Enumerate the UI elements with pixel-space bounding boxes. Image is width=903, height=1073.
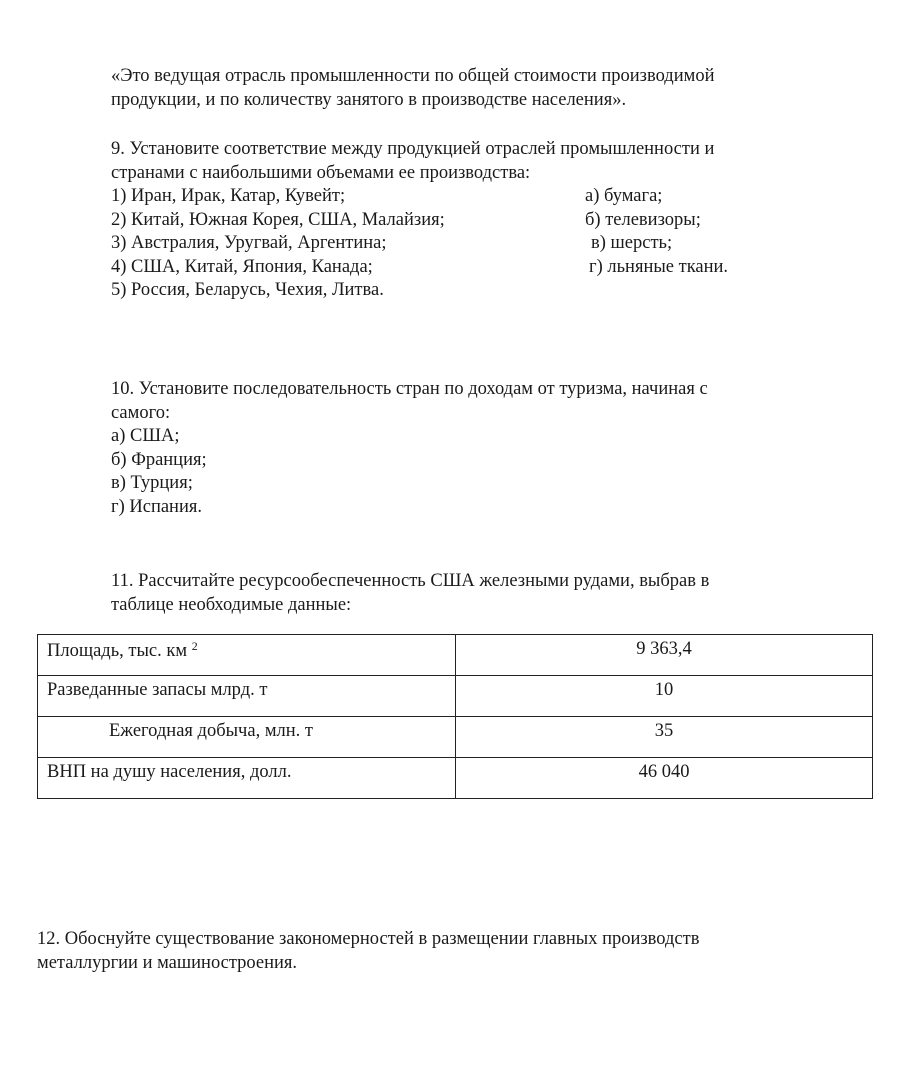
question-12 xyxy=(37,928,837,975)
match-left-item: 2) Китай, Южная Корея, США, Малайзия; xyxy=(111,209,445,230)
question-9-title: странами с наибольшими объемами ее производства: xyxy=(111,162,531,183)
match-left-item: 5) Россия, Беларусь, Чехия, Литва. xyxy=(111,280,384,300)
table-row xyxy=(38,676,873,717)
question-11-title: таблице необходимые данные: xyxy=(111,594,352,615)
table-row xyxy=(38,717,873,758)
question-11 xyxy=(111,570,831,617)
match-row xyxy=(111,209,831,233)
match-row xyxy=(111,185,831,209)
table-cell-value: 46 040 xyxy=(456,758,873,799)
table-row xyxy=(38,635,873,676)
intro-line: «Это ведущая отрасль промышленности по общей стоимости производимой xyxy=(111,66,715,86)
option-item: в) Турция; xyxy=(111,473,193,493)
table-row xyxy=(38,758,873,799)
match-right-item: г) льняные ткани. xyxy=(589,256,729,277)
match-left-item: 4) США, Китай, Япония, Канада; xyxy=(111,256,373,277)
match-row xyxy=(111,256,831,280)
table-cell-label: Ежегодная добыча, млн. т xyxy=(38,717,456,758)
table-cell-label: Разведанные запасы млрд. т xyxy=(38,676,456,717)
match-row xyxy=(111,232,831,256)
match-left-item: 1) Иран, Ирак, Катар, Кувейт; xyxy=(111,186,346,206)
question-10 xyxy=(111,378,831,519)
match-row xyxy=(111,279,831,303)
superscript: 2 xyxy=(191,639,198,653)
match-right-item: в) шерсть; xyxy=(591,233,673,253)
table-cell-value: 10 xyxy=(456,676,873,717)
question-11-title: 11. Рассчитайте ресурсообеспеченность США железными рудами, выбрав в xyxy=(111,571,710,591)
question-9 xyxy=(111,138,831,303)
question-10-title: 10. Установите последовательность стран по доходам от туризма, начиная с xyxy=(111,379,708,399)
question-10-title: самого: xyxy=(111,402,171,423)
match-right-item: а) бумага; xyxy=(585,186,663,206)
table-cell-value: 35 xyxy=(456,717,873,758)
question-12-line: 12. Обоснуйте существование закономерностей в размещении главных производств xyxy=(37,929,700,949)
table-cell-value: 9 363,4 xyxy=(456,635,873,676)
match-left-item: 3) Австралия, Уругвай, Аргентина; xyxy=(111,233,387,253)
table-cell-label: Площадь, тыс. км $^2$ xyxy=(38,635,456,676)
option-item: г) Испания. xyxy=(111,496,202,517)
match-right-item: б) телевизоры; xyxy=(585,209,701,230)
intro-line: продукции, и по количеству занятого в производстве населения». xyxy=(111,89,627,110)
option-item: б) Франция; xyxy=(111,449,207,470)
table-cell-label: ВНП на душу населения, долл. xyxy=(38,758,456,799)
intro-quote xyxy=(111,65,831,112)
usa-data-table xyxy=(37,634,873,799)
question-12-line: металлургии и машиностроения. xyxy=(37,952,298,973)
option-item: а) США; xyxy=(111,426,180,446)
question-9-title: 9. Установите соответствие между продукцией отраслей промышленности и xyxy=(111,139,715,159)
